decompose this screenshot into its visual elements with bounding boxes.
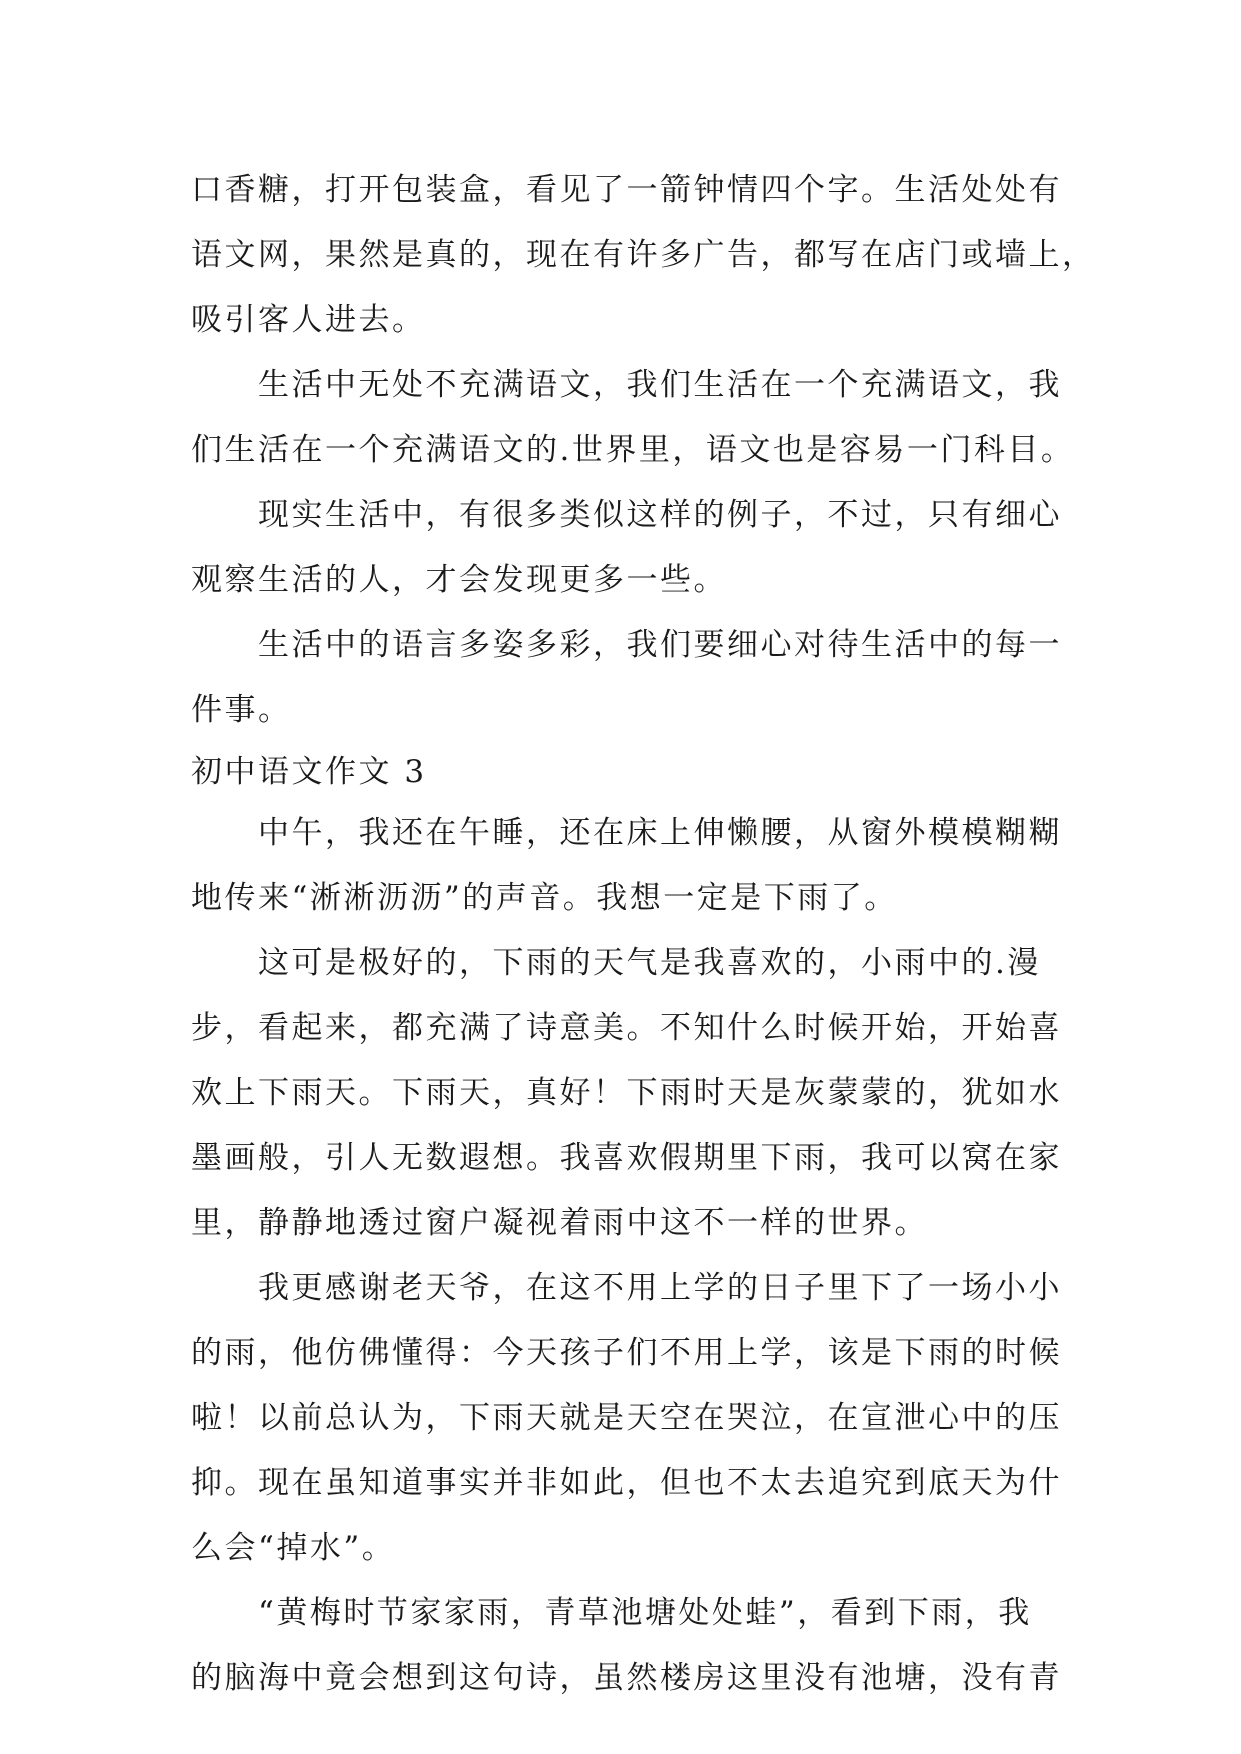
paragraph-line: 生活中无处不充满语文，我们生活在一个充满语文，我 — [258, 367, 1062, 403]
paragraph-line: 这可是极好的，下雨的天气是我喜欢的，小雨中的.漫 — [258, 945, 1041, 981]
paragraph — [191, 1256, 1061, 1581]
paragraph-line: 欢上下雨天。下雨天，真好！下雨时天是灰蒙蒙的，犹如水 — [191, 1075, 1062, 1111]
paragraph-line: 语文网，果然是真的，现在有许多广告，都写在店门或墙上， — [191, 237, 1096, 273]
paragraph-line: 么会“掉水”。 — [191, 1530, 396, 1566]
document-body — [191, 158, 1096, 1711]
paragraph-line: 们生活在一个充满语文的.世界里，语文也是容易一门科目。 — [191, 432, 1075, 468]
paragraph — [191, 1581, 1061, 1711]
paragraph-line: 吸引客人进去。 — [191, 302, 426, 338]
paragraph — [191, 158, 1096, 353]
paragraph-line: 步，看起来，都充满了诗意美。不知什么时候开始，开始喜 — [191, 1010, 1062, 1046]
paragraph-line: 生活中的语言多姿多彩，我们要细心对待生活中的每一 — [258, 627, 1062, 663]
paragraph-line: “黄梅时节家家雨，青草池塘处处蛙”，看到下雨，我 — [258, 1595, 1032, 1631]
paragraph — [191, 801, 1061, 931]
paragraph-line: 啦！以前总认为，下雨天就是天空在哭泣，在宣泄心中的压 — [191, 1400, 1062, 1436]
paragraph-line: 里，静静地透过窗户凝视着雨中这不一样的世界。 — [191, 1205, 928, 1241]
paragraph-line: 墨画般，引人无数遐想。我喜欢假期里下雨，我可以窝在家 — [191, 1140, 1062, 1176]
paragraph-line: 我更感谢老天爷，在这不用上学的日子里下了一场小小 — [258, 1270, 1062, 1306]
paragraph-line: 件事。 — [191, 692, 292, 728]
paragraph — [191, 613, 1061, 743]
paragraph-line: 的脑海中竟会想到这句诗，虽然楼房这里没有池塘，没有青 — [191, 1660, 1062, 1696]
paragraph-line: 地传来“淅淅沥沥”的声音。我想一定是下雨了。 — [191, 880, 898, 916]
paragraph — [191, 931, 1061, 1256]
section-heading: 初中语文作文 3 — [191, 754, 427, 790]
paragraph-line: 中午，我还在午睡，还在床上伸懒腰，从窗外模模糊糊 — [258, 815, 1062, 851]
paragraph — [191, 483, 1061, 613]
paragraph-line: 口香糖，打开包装盒，看见了一箭钟情四个字。生活处处有 — [191, 172, 1062, 208]
paragraph-line: 抑。现在虽知道事实并非如此，但也不太去追究到底天为什 — [191, 1465, 1062, 1501]
paragraph-line: 的雨，他仿佛懂得：今天孩子们不用上学，该是下雨的时候 — [191, 1335, 1062, 1371]
paragraph-line: 观察生活的人，才会发现更多一些。 — [191, 562, 727, 598]
paragraph — [191, 353, 1075, 483]
paragraph-line: 现实生活中，有很多类似这样的例子，不过，只有细心 — [258, 497, 1062, 533]
